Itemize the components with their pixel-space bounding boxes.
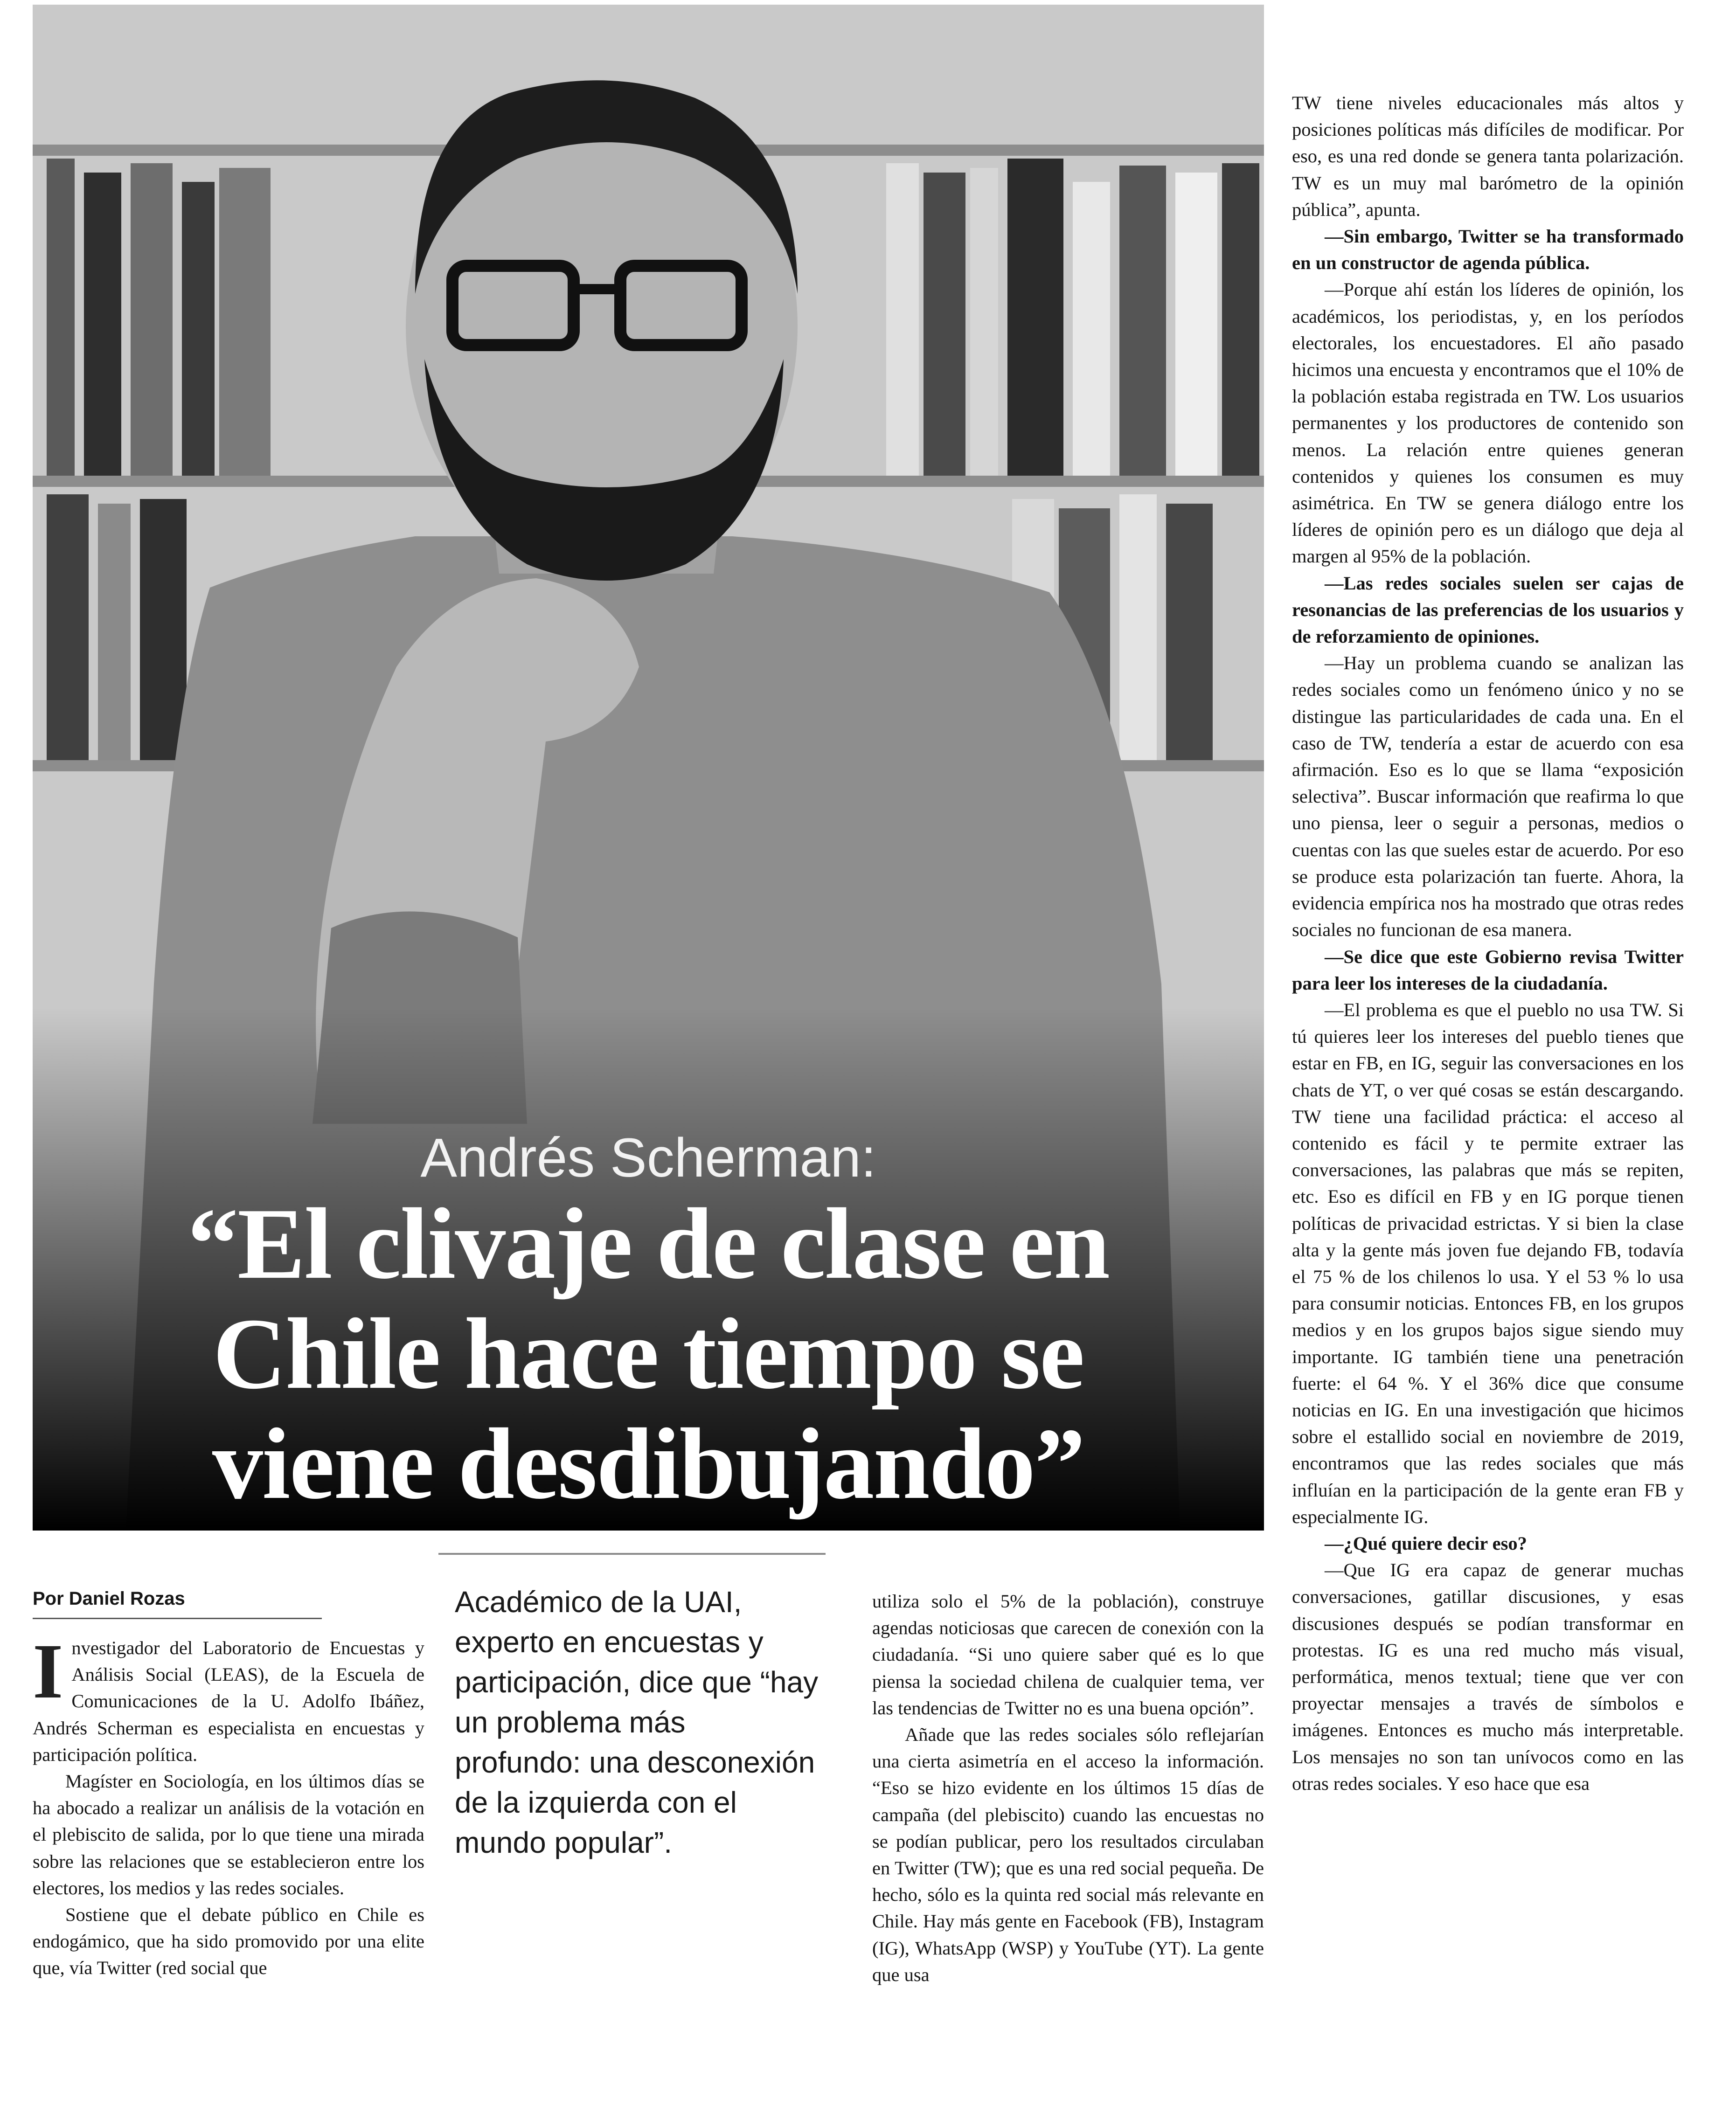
col3-paragraph-2: Añade que las redes sociales sólo reflejarían una cierta asimetría en el acceso la información. “Eso se hizo evidente en los últimos 15 días de campaña (del plebiscito) cuando las encuestas no se podían publicar, pero los resultados circulaban en Twitter (TW); que es una red social pequeña. De hecho, sólo es la quinta red social más relevante en Chile. Hay más gente en Facebook (FB), Instagram (IG), WhatsApp (WSP) y YouTube (YT). La gente que usa bbox=[872, 1724, 1264, 1985]
interview-question-1: —Sin embargo, Twitter se ha transformado en un constructor de agenda pública. bbox=[1292, 226, 1684, 274]
interview-answer-4: —Que IG era capaz de generar muchas conversaciones, gatillar discusiones, y esas discusiones después se podían transformar en protestas. IG es una red mucho más visual, performática, menos textual; tiene que ver con proyectar mensajes a través de símbolos e imágenes. Entonces es mucho más interpretable. Los mensajes no son tan unívocos como en las otras redes sociales. Y eso hace que esa bbox=[1292, 1559, 1684, 1794]
col1-paragraph-1: Investigador del Laboratorio de Encuestas y Análisis Social (LEAS), de la Escuela de Comunicaciones de la U. Adolfo Ibáñez, Andrés Scherman es especialista en encuestas y participación política. bbox=[33, 1628, 424, 1765]
pull-quote: Académico de la UAI, experto en encuestas y participación, dice que “hay un problema más profundo: una desconexión de la izquierda con el mundo popular”. bbox=[455, 1585, 819, 1859]
column-4 bbox=[1292, 90, 1684, 1797]
interview-answer-2: —Hay un problema cuando se analizan las redes sociales como un fenómeno único y no se distingue las particularidades de cada una. En el caso de TW, tendería a estar de acuerdo con esa afirmación. Eso es lo que se llama “exposición selectiva”. Buscar información que reafirma lo que uno piensa, leer o seguir a personas, medios o cuentas con las que sueles estar de acuerdo. Por eso se produce esta polarización tan fuerte. Ahora, la evidencia empírica nos ha mostrado que otras redes sociales no funcionan de esa manera. bbox=[1292, 652, 1684, 941]
headline-line-3: viene desdibujando” bbox=[212, 1408, 1085, 1520]
article-kicker: Andrés Scherman: bbox=[420, 1127, 876, 1189]
column-3 bbox=[872, 1588, 1264, 1988]
col4-paragraph-1: TW tiene niveles educacionales más altos y posiciones políticas más difíciles de modificar. Por eso, es una red donde se genera tanta polarización. TW es un muy mal barómetro de la opinión pública”, apunta. bbox=[1292, 92, 1684, 220]
column-1 bbox=[33, 1628, 424, 1981]
headline-line-1: “El clivaje de clase en bbox=[187, 1188, 1110, 1300]
interview-answer-1: —Porque ahí están los líderes de opinión, los académicos, los periodistas, y, en los períodos electorales, los encuestadores. El año pasado hicimos una encuesta y encontramos que el 10% de la población estaba registrada en TW. Los usuarios permanentes y los productores de contenido son menos. La relación entre quienes generan contenidos y quienes los consumen es muy asimétrica. En TW se genera diálogo entre los líderes de opinión pero es un diálogo que deja al margen al 95% de la población. bbox=[1292, 279, 1684, 567]
portrait-photo bbox=[33, 5, 1264, 1531]
interview-question-4: —¿Qué quiere decir eso? bbox=[1325, 1532, 1527, 1554]
headline-line-2: Chile hace tiempo se bbox=[213, 1298, 1084, 1410]
col1-paragraph-3: Sostiene que el debate público en Chile es endogámico, que ha sido promovido por una elite que, vía Twitter (red social que bbox=[33, 1904, 424, 1979]
interview-question-2: —Las redes sociales suelen ser cajas de resonancias de las preferencias de los usuarios y de reforzamiento de opiniones. bbox=[1292, 572, 1684, 647]
col3-paragraph-1: utiliza solo el 5% de la población), construye agendas noticiosas que carecen de conexión con la ciudadanía. “Si uno quiere saber qué es lo que piensa la sociedad chilena de cualquier tema, ver las tendencias de Twitter no es una buena opción”. bbox=[872, 1591, 1264, 1718]
pull-quote-rule bbox=[438, 1553, 826, 1555]
interview-answer-3: —El problema es que el pueblo no usa TW. Si tú quieres leer los intereses del pueblo tienes que estar en FB, en IG, seguir las conversaciones en los chats de YT, o ver qué cosas se están descargando. TW tiene una facilidad práctica: el acceso al contenido es fácil y te permite extraer las conversaciones, las palabras que más se repiten, etc. Eso es difícil en FB y en IG porque tienen políticas de privacidad estrictas. Y si bien la clase alta y la gente más joven fue dejando FB, todavía el 75 % de los chilenos lo usa. Y el 53 % lo usa para consumir noticias. Entonces FB, en los grupos medios y en los grupos bajos sigue siendo muy importante. IG también tiene una penetración fuerte: el 64 %. Y el 36% dice que consume noticias en IG. En una investigación que hicimos sobre el estallido social en noviembre de 2019, encontramos que las redes sociales que más influían en la participación de la gente eran FB y especialmente IG. bbox=[1292, 999, 1684, 1527]
drop-cap: I bbox=[33, 1628, 63, 1715]
col1-paragraph-2: Magíster en Sociología, en los últimos días se ha abocado a realizar un análisis de la votación en el plebiscito de salida, por lo que tiene una mirada sobre las relaciones que se establecieron entre los electores, los medios y las redes sociales. bbox=[33, 1771, 424, 1898]
byline: Por Daniel Rozas bbox=[33, 1588, 322, 1619]
interview-question-3: —Se dice que este Gobierno revisa Twitter para leer los intereses de la ciudadanía. bbox=[1292, 946, 1684, 994]
article-headline bbox=[33, 1189, 1264, 1519]
